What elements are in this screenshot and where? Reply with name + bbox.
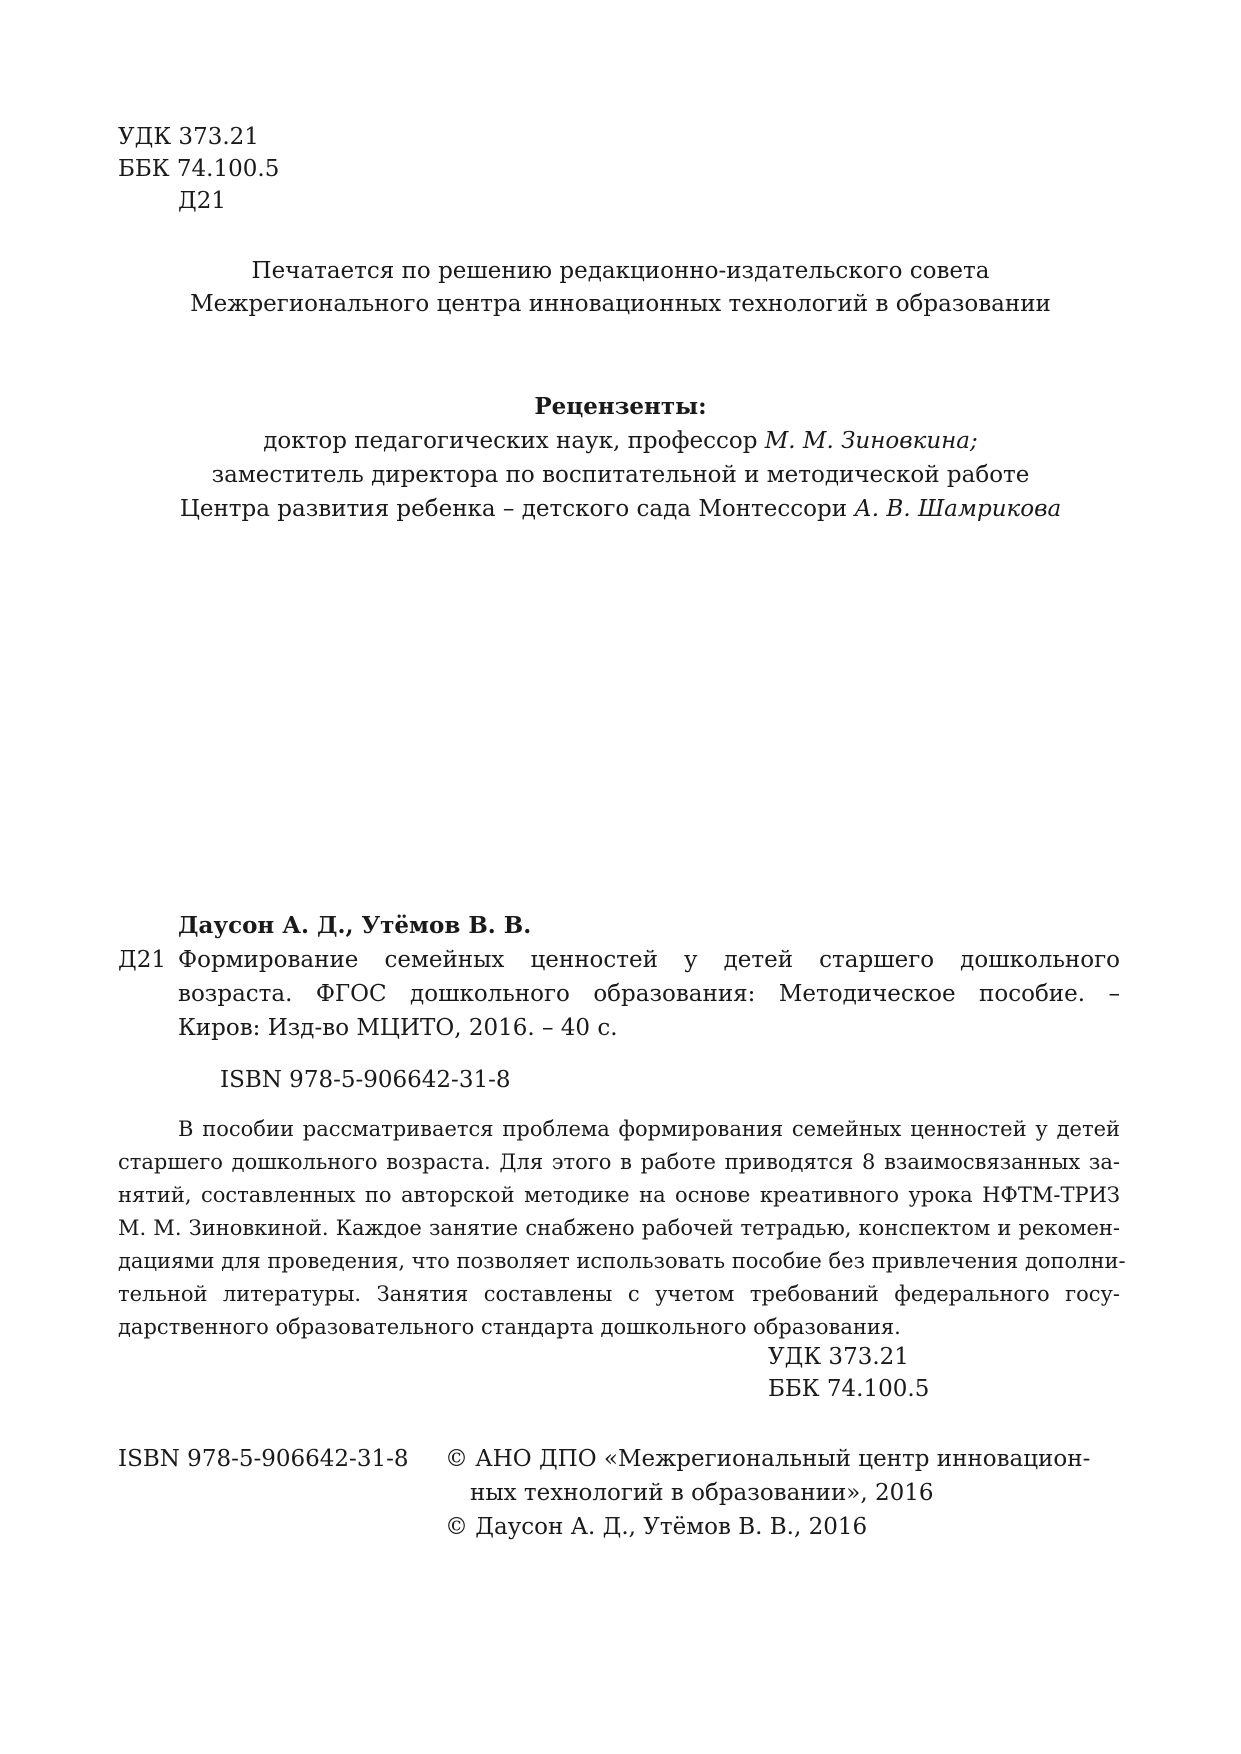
abstract-line: дарственного образовательного стандарта дошкольного образования. [118, 1315, 901, 1339]
reviewers-heading: Рецензенты: [534, 393, 707, 420]
copyright-publisher-line2: ных технологий в образовании», 2016 [470, 1480, 934, 1506]
reviewer-2-org: Центра развития ребенка – детского сада Монтессори [179, 496, 855, 522]
bibliographic-mark: Д21 [118, 947, 166, 973]
reviewer-2-name: А. В. Шамрикова [854, 496, 1062, 522]
udk-code: УДК 373.21 [118, 124, 259, 150]
reviewer-1-title: доктор педагогических наук, профессор [263, 428, 765, 454]
copyright-publisher-line1: © АНО ДПО «Межрегиональный центр инновацион- [445, 1446, 1091, 1472]
book-title-line3: Киров: Изд-во МЦИТО, 2016. – 40 с. [178, 1015, 618, 1041]
footer-udk-code: УДК 373.21 [768, 1344, 909, 1370]
footer-bbk-code: ББК 74.100.5 [768, 1376, 930, 1402]
abstract-line: тельной литературы. Занятия составлены с учетом требований федерального госу- [118, 1282, 1120, 1306]
publication-notice-line1: Печатается по решению редакционно-издательского совета [251, 258, 990, 284]
author-mark: Д21 [178, 188, 226, 214]
book-isbn: ISBN 978-5-906642-31-8 [220, 1067, 511, 1093]
abstract-line: дациями для проведения, что позволяет использовать пособие без привлечения дополни- [118, 1249, 1126, 1273]
bbk-code: ББК 74.100.5 [118, 156, 280, 182]
reviewer-2-line1: заместитель директора по воспитательной и методической работе [211, 462, 1030, 488]
book-authors: Даусон А. Д., Утёмов В. В. [178, 912, 532, 939]
book-title-line2: возраста. ФГОС дошкольного образования: Методическое пособие. – [178, 981, 1120, 1007]
copyright-authors: © Даусон А. Д., Утёмов В. В., 2016 [445, 1514, 868, 1540]
reviewer-1-name: М. М. Зиновкина; [764, 428, 978, 454]
reviewer-1 [0, 426, 1241, 456]
book-title-line1: Формирование семейных ценностей у детей старшего дошкольного [178, 947, 1120, 973]
copyright-isbn: ISBN 978-5-906642-31-8 [118, 1446, 409, 1472]
abstract-line: нятий, составленных по авторской методике на основе креативного урока НФТМ-ТРИЗ [118, 1183, 1120, 1207]
reviewer-2-line2 [0, 494, 1241, 524]
publication-notice-line2: Межрегионального центра инновационных технологий в образовании [190, 291, 1051, 317]
abstract-line: М. М. Зиновкиной. Каждое занятие снабжено рабочей тетрадью, конспектом и рекомен- [118, 1216, 1120, 1240]
abstract [118, 1113, 1126, 1344]
abstract-line: В пособии рассматривается проблема формирования семейных ценностей у детей [178, 1117, 1120, 1141]
abstract-line: старшего дошкольного возраста. Для этого в работе приводятся 8 взаимосвязанных за- [118, 1150, 1120, 1174]
